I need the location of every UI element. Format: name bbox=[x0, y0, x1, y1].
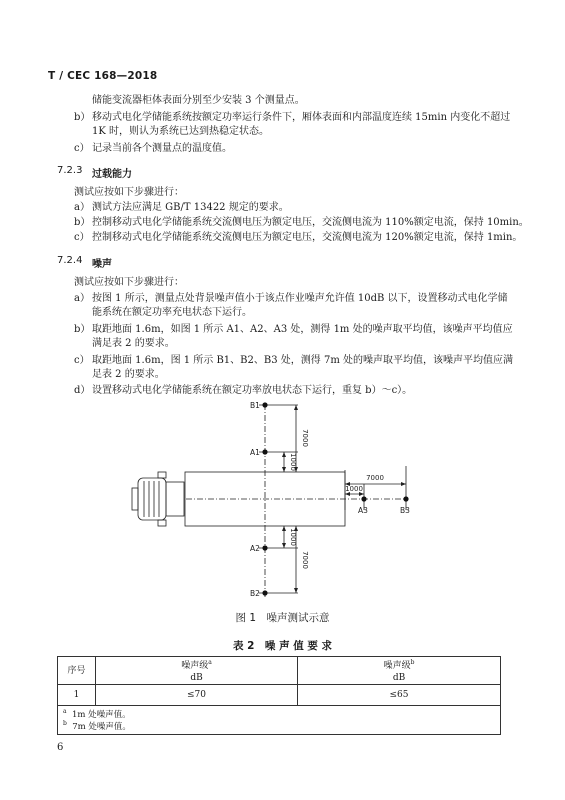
table-note: $^a$ 1m 处噪声值。 bbox=[63, 708, 131, 720]
label-a1: A1 bbox=[250, 448, 260, 457]
list-item-text: 1K 时，则认为系统已达到热稳定状态。 bbox=[92, 126, 270, 137]
table-header-cell: 噪声级$^a$ dB bbox=[96, 657, 298, 685]
measure-point-a1 bbox=[262, 449, 267, 454]
list-item-text: 按图 1 所示，测量点处背景噪声值小于该点作业噪声允许值 10dB 以下，设置移动式电化学储 bbox=[92, 293, 508, 304]
list-marker: c） bbox=[74, 143, 90, 154]
section-title: 过载能力 bbox=[92, 169, 132, 180]
list-marker: b） bbox=[74, 217, 91, 228]
document-id: T / CEC 168—2018 bbox=[48, 70, 158, 82]
section-intro: 测试应按如下步骤进行： bbox=[74, 187, 184, 198]
noise-test-diagram bbox=[120, 396, 440, 606]
list-item-text: 记录当前各个测量点的温度值。 bbox=[92, 143, 232, 154]
list-marker: c） bbox=[74, 355, 90, 366]
list-item-text: 移动式电化学储能系统按额定功率运行条件下，厢体表面和内部温度连续 15min 内变化不超过 bbox=[92, 112, 511, 123]
table-cell: ≤65 bbox=[298, 685, 501, 706]
section-intro: 测试应按如下步骤进行： bbox=[74, 277, 184, 288]
list-item-text: 设置移动式电化学储能系统在额定功率放电状态下运行，重复 b）～c）。 bbox=[92, 385, 413, 396]
table-header-cell: 噪声级$^b$ dB bbox=[298, 657, 501, 685]
list-marker: c） bbox=[74, 232, 90, 243]
list-marker: b） bbox=[74, 112, 91, 123]
section-title: 噪声 bbox=[92, 259, 112, 270]
label-b2: B2 bbox=[250, 589, 260, 598]
dim-top-1000: 1000 bbox=[289, 453, 297, 471]
list-item-text: 测试方法应满足 GB/T 13422 规定的要求。 bbox=[92, 202, 289, 213]
measure-point-b1 bbox=[262, 402, 267, 407]
table-note: $^b$ 7m 处噪声值。 bbox=[63, 720, 131, 732]
truck-cab-icon bbox=[132, 472, 184, 526]
paragraph-continuation: 储能变流器柜体表面分别至少安装 3 个测量点。 bbox=[92, 95, 305, 106]
table-header-cell: 序号 bbox=[58, 657, 96, 685]
dim-bottom-1000: 1000 bbox=[289, 528, 297, 546]
list-item-text: 满足表 2 的要求。 bbox=[92, 338, 175, 349]
table-row bbox=[58, 685, 501, 706]
label-a3: A3 bbox=[358, 506, 368, 515]
page-number: 6 bbox=[57, 742, 64, 753]
figure-caption: 图 1 噪声测试示意 bbox=[235, 612, 330, 624]
label-b1: B1 bbox=[250, 401, 260, 410]
dim-top-7000: 7000 bbox=[301, 429, 309, 447]
list-item-text: 取距地面 1.6m，图 1 所示 B1、B2、B3 处，测得 7m 处的噪声取平均值，该噪声平均值应满 bbox=[92, 355, 513, 366]
label-b3: B3 bbox=[400, 506, 410, 515]
table-notes bbox=[58, 706, 501, 735]
list-item-text: 取距地面 1.6m，如图 1 所示 A1、A2、A3 处，测得 1m 处的噪声取平均值，该噪声平均值应 bbox=[92, 324, 513, 335]
noise-requirement-table bbox=[57, 656, 501, 735]
label-a2: A2 bbox=[250, 544, 260, 553]
measure-point-a2 bbox=[262, 545, 267, 550]
table-cell: ≤70 bbox=[96, 685, 298, 706]
dim-right-7000: 7000 bbox=[366, 474, 384, 482]
list-marker: b） bbox=[74, 324, 91, 335]
table-cell: 1 bbox=[58, 685, 96, 706]
list-item-text: 控制移动式电化学储能系统交流侧电压为额定电压，交流侧电流为 120%额定电流，保持 1min。 bbox=[92, 232, 523, 243]
table-caption: 表 2 噪 声 值 要 求 bbox=[232, 640, 333, 652]
list-marker: d） bbox=[74, 385, 91, 396]
list-item-text: 控制移动式电化学储能系统交流侧电压为额定电压，交流侧电流为 110%额定电流，保持 10min。 bbox=[92, 217, 529, 228]
section-number: 7.2.3 bbox=[57, 165, 83, 176]
dim-right-1000: 1000 bbox=[345, 485, 363, 493]
table-notes-row bbox=[58, 706, 501, 735]
list-item-text: 能系统在额定功率充电状态下运行。 bbox=[92, 307, 252, 318]
measure-point-b2 bbox=[262, 590, 267, 595]
list-marker: a） bbox=[74, 202, 90, 213]
dim-bottom-7000: 7000 bbox=[301, 551, 309, 569]
table-header-row bbox=[58, 657, 501, 685]
list-item-text: 足表 2 的要求。 bbox=[92, 369, 165, 380]
section-number: 7.2.4 bbox=[57, 255, 83, 266]
measure-point-a3 bbox=[361, 496, 366, 501]
list-marker: a） bbox=[74, 293, 90, 304]
measure-point-b3 bbox=[403, 496, 408, 501]
